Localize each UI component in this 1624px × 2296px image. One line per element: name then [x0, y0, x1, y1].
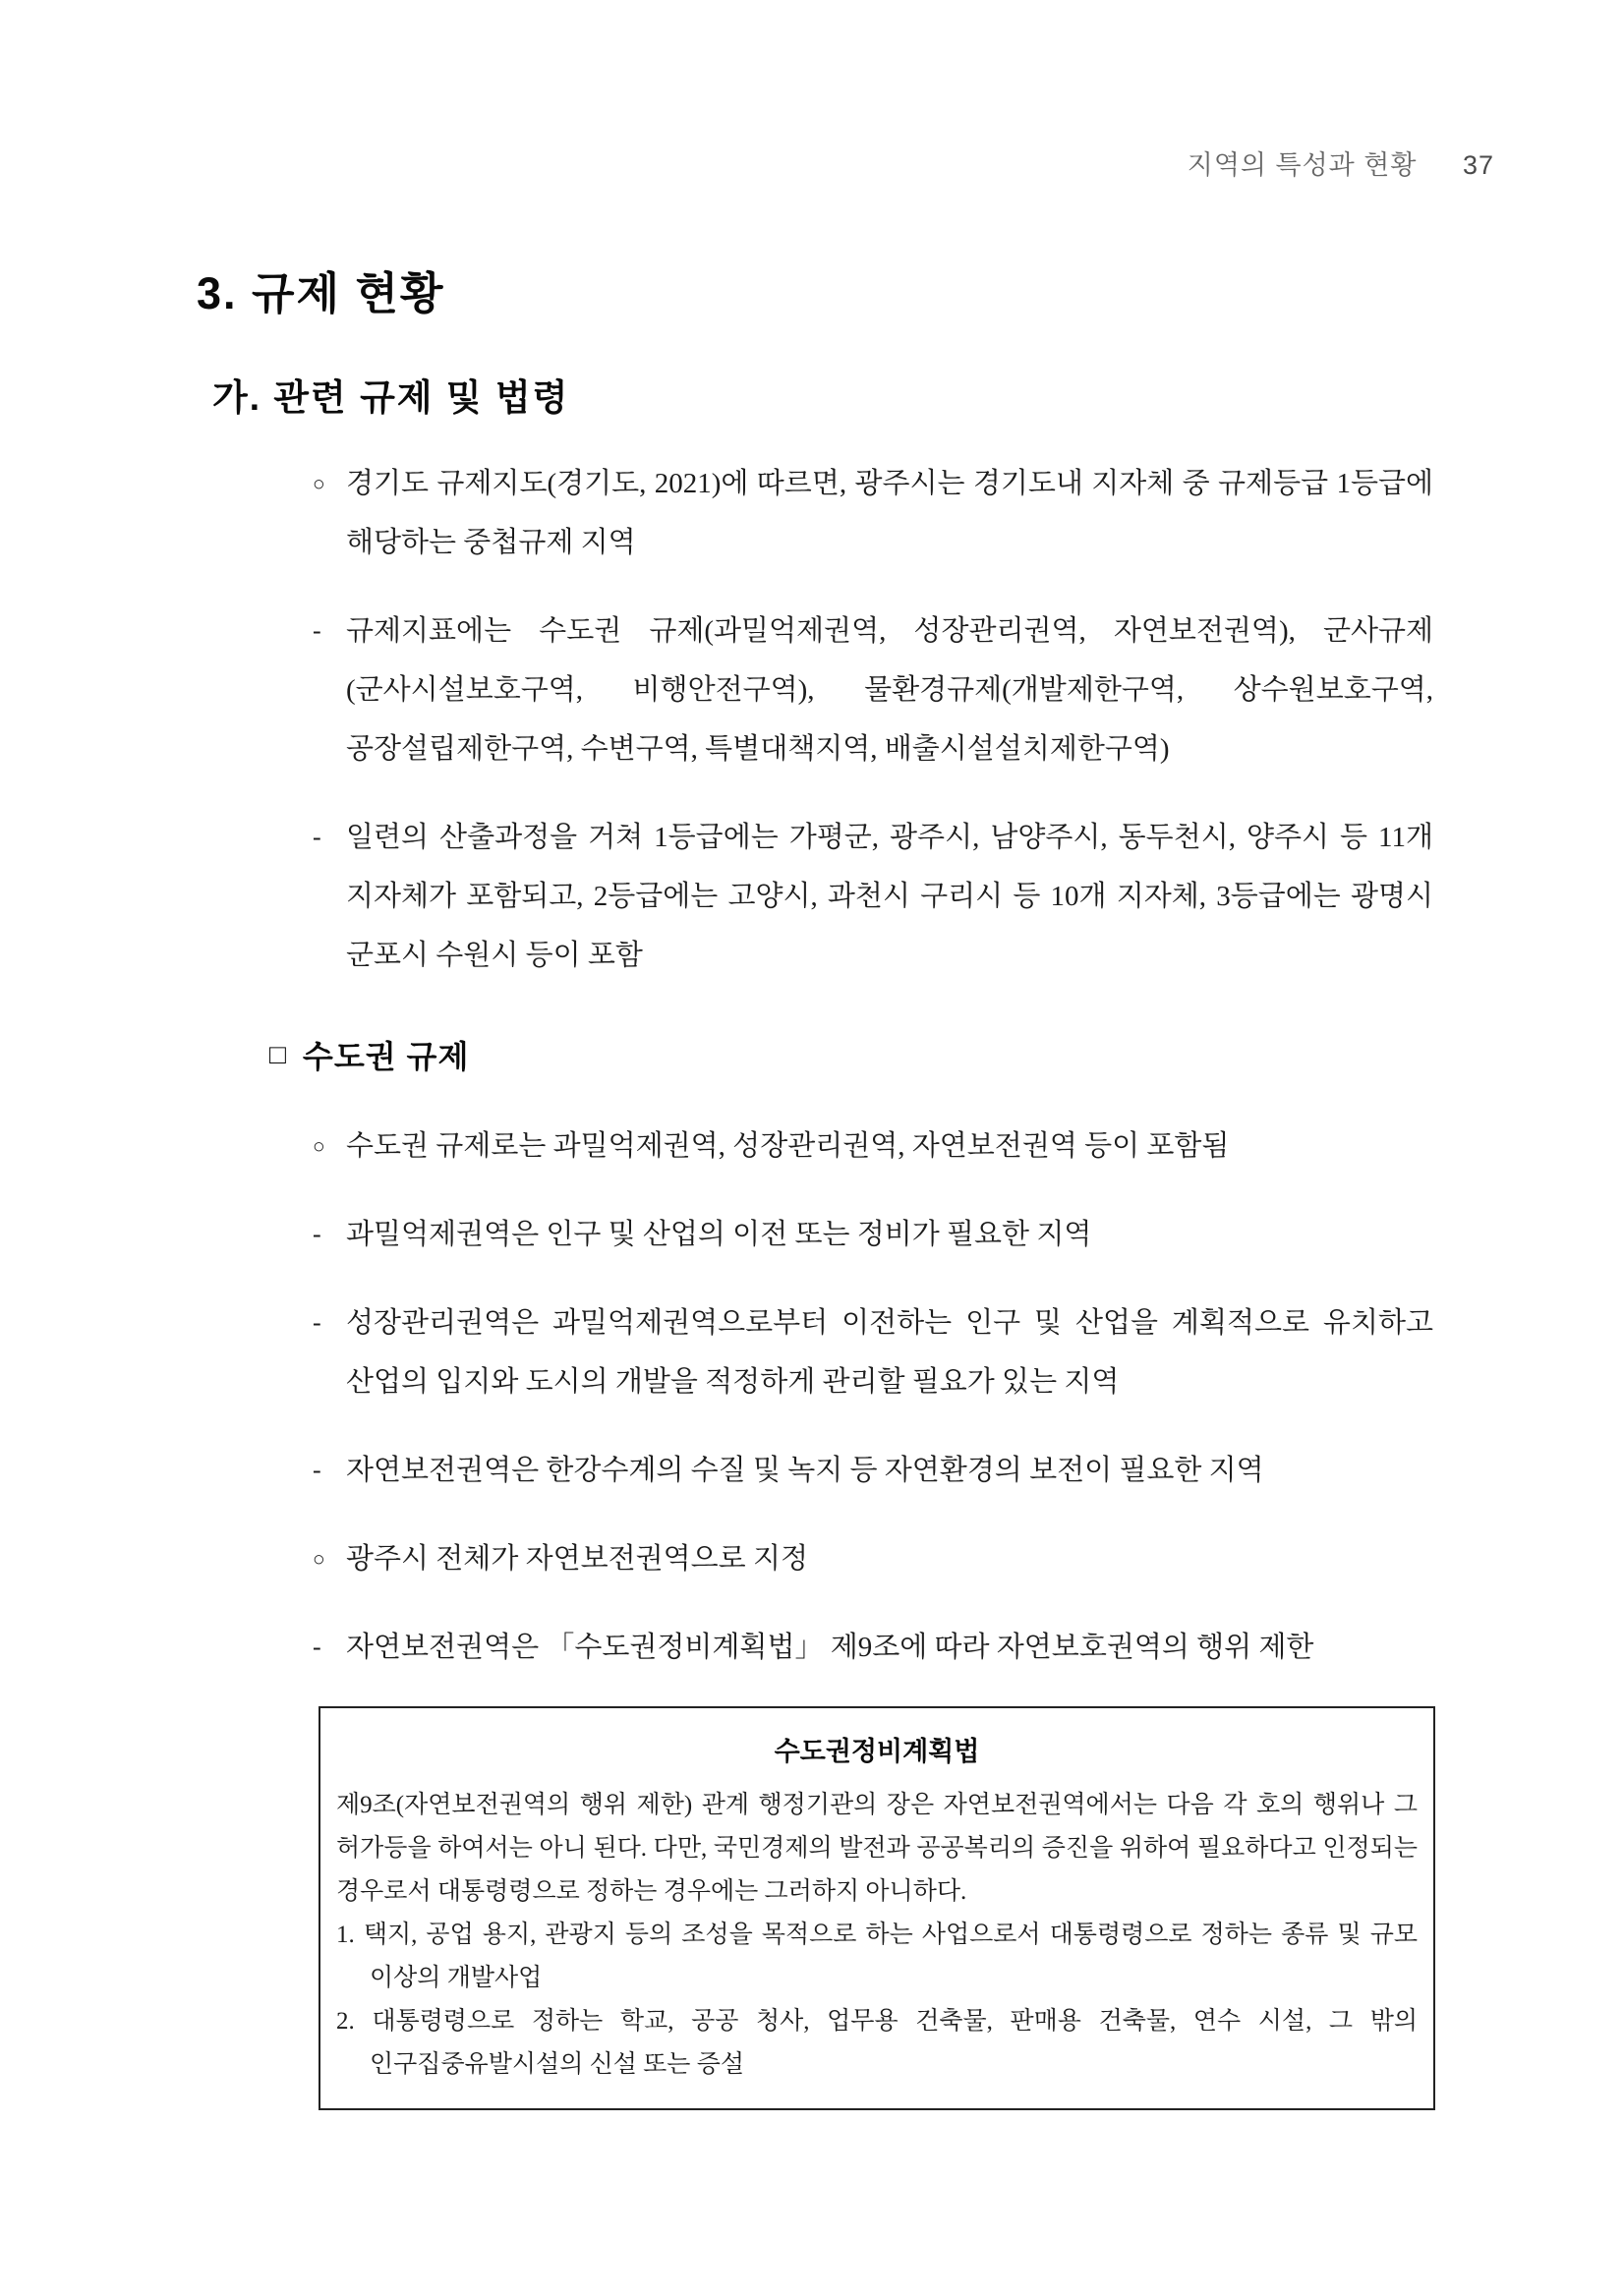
bullet-item	[313, 602, 1433, 778]
bullet-item	[313, 1205, 1433, 1264]
bullet-text: 자연보전권역은 「수도권정비계획법」 제9조에 따라 자연보호권역의 행위 제한	[346, 1632, 1314, 1663]
law-box-item: 2. 대통령령으로 정하는 학교, 공공 청사, 업무용 건축물, 판매용 건축물, 연수 시설, 그 밖의 인구집중유발시설의 신설 또는 증설	[336, 2008, 1418, 2078]
subchapter-title: 가. 관련 규제 및 법령	[212, 377, 570, 418]
page-number: 37	[1462, 150, 1494, 180]
dash-bullet-icon: -	[313, 823, 321, 851]
bullet-text: 경기도 규제지도(경기도, 2021)에 따르면, 광주시는 경기도내 지자체 중 규제등급 1등급에 해당하는 중첩규제 지역	[346, 468, 1433, 558]
law-box-item: 1. 택지, 공업 용지, 관광지 등의 조성을 목적으로 하는 사업으로서 대통령령으로 정하는 종류 및 규모 이상의 개발사업	[336, 1922, 1418, 1991]
square-bullet-icon: □	[269, 1039, 287, 1069]
law-box-intro: 제9조(자연보전권역의 행위 제한) 관계 행정기관의 장은 자연보전권역에서는 다음 각 호의 행위나 그 허가등을 하여서는 아니 된다. 다만, 국민경제의 발전과 공공복리의 증진을 위하여 필요하다고 인정되는 경우로서 대통령령으로 정하는 경우에는 그러하지 아니하다.	[336, 1792, 1418, 1905]
section-label: 수도권 규제	[302, 1039, 470, 1074]
circle-bullet-icon: ○	[313, 1547, 325, 1571]
section-header	[269, 1032, 1433, 1077]
dash-bullet-icon: -	[313, 1633, 321, 1661]
circle-bullet-icon: ○	[313, 1134, 325, 1158]
dash-bullet-icon: -	[313, 616, 321, 645]
dash-bullet-icon: -	[313, 1220, 321, 1248]
law-box-title: 수도권정비계획법	[774, 1737, 980, 1766]
bullet-text: 일련의 산출과정을 거쳐 1등급에는 가평군, 광주시, 남양주시, 동두천시, 양주시 등 11개 지자체가 포함되고, 2등급에는 고양시, 과천시 구리시 등 10개 지자체, 3등급에는 광명시 군포시 수원시 등이 포함	[346, 822, 1433, 971]
chapter-title: 3. 규제 현황	[197, 268, 445, 318]
bullet-item	[313, 1117, 1433, 1176]
circle-bullet-icon: ○	[313, 472, 325, 495]
bullet-item	[313, 1293, 1433, 1411]
page-header	[1188, 144, 1494, 182]
law-excerpt-box	[319, 1706, 1435, 2110]
bullet-text: 규제지표에는 수도권 규제(과밀억제권역, 성장관리권역, 자연보전권역), 군사규제(군사시설보호구역, 비행안전구역), 물환경규제(개발제한구역, 상수원보호구역, 공장설립제한구역, 수변구역, 특별대책지역, 배출시설설치제한구역)	[346, 615, 1433, 765]
bullet-text: 성장관리권역은 과밀억제권역으로부터 이전하는 인구 및 산업을 계획적으로 유치하고 산업의 입지와 도시의 개발을 적정하게 관리할 필요가 있는 지역	[346, 1307, 1433, 1398]
running-title: 지역의 특성과 현황	[1187, 150, 1418, 180]
bullet-text: 광주시 전체가 자연보전권역으로 지정	[346, 1543, 808, 1575]
bullet-item	[313, 1529, 1433, 1588]
dash-bullet-icon: -	[313, 1308, 321, 1337]
bullet-text: 수도권 규제로는 과밀억제권역, 성장관리권역, 자연보전권역 등이 포함됨	[346, 1130, 1230, 1162]
content-area	[269, 454, 1433, 2110]
bullet-item	[313, 454, 1433, 572]
bullet-text: 과밀억제권역은 인구 및 산업의 이전 또는 정비가 필요한 지역	[346, 1219, 1092, 1250]
bullet-text: 자연보전권역은 한강수계의 수질 및 녹지 등 자연환경의 보전이 필요한 지역	[346, 1455, 1264, 1486]
bullet-item	[313, 1441, 1433, 1500]
dash-bullet-icon: -	[313, 1456, 321, 1484]
bullet-item	[313, 808, 1433, 985]
bullet-item	[313, 1618, 1433, 1677]
